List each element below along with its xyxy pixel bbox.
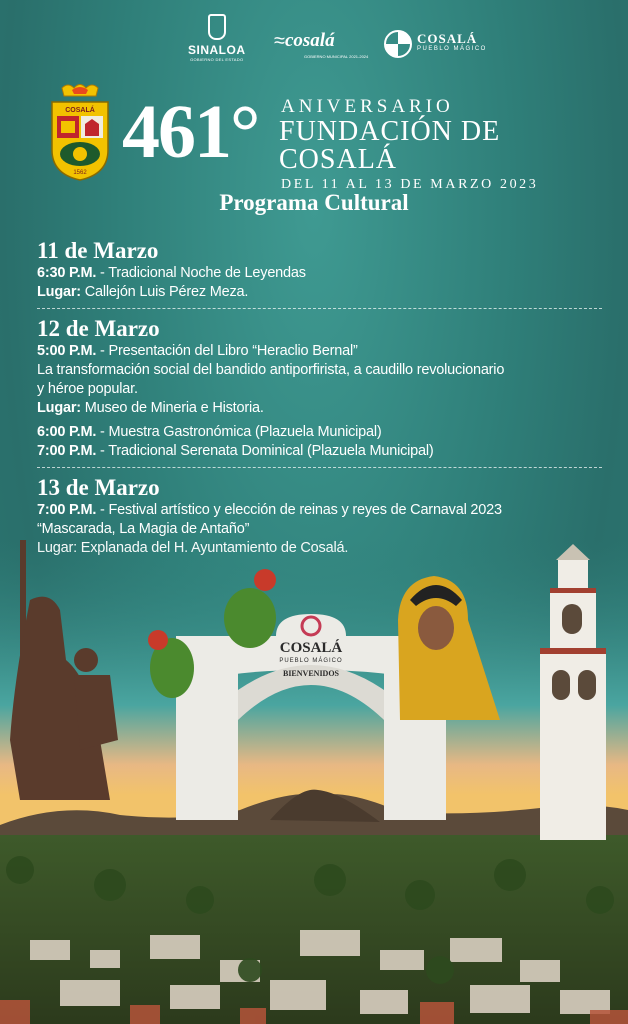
event-text: - Festival artístico y elección de reinas y reyes de Carnaval 2023 bbox=[96, 502, 502, 518]
arch-welcome: BIENVENIDOS bbox=[282, 669, 340, 678]
cosala-government-logo bbox=[274, 30, 369, 59]
cosala-government-logo-text: cosalá bbox=[284, 30, 335, 51]
wing-icon: ≈ bbox=[274, 30, 285, 52]
day-title: 11 de Marzo bbox=[37, 238, 159, 263]
day-block-11 bbox=[37, 237, 602, 302]
town-illustration bbox=[0, 540, 628, 1024]
divider bbox=[37, 308, 602, 309]
day-block-12 bbox=[37, 315, 602, 461]
schedule bbox=[37, 237, 602, 558]
event-text: - Muestra Gastronómica (Plazuela Municipal) bbox=[96, 424, 382, 440]
event-line bbox=[37, 361, 602, 380]
town-scene bbox=[0, 540, 628, 1024]
pueblo-magico-logo bbox=[384, 30, 487, 58]
day-title: 12 de Marzo bbox=[37, 316, 160, 341]
event-text: - Presentación del Libro “Heraclio Bernal” bbox=[96, 343, 358, 359]
event-line bbox=[37, 264, 602, 283]
event-time: 5:00 P.M. bbox=[37, 343, 97, 359]
event-line bbox=[37, 342, 602, 361]
arch-title: COSALÁ bbox=[279, 640, 343, 656]
cosala-government-logo-sub: GOBIERNO MUNICIPAL 2021-2024 bbox=[304, 54, 369, 59]
divider bbox=[37, 467, 602, 468]
event-line bbox=[37, 283, 602, 302]
pueblo-magico-logo-sub: PUEBLO MÁGICO bbox=[417, 46, 487, 52]
event-text: - Tradicional Serenata Dominical (Plazuela Municipal) bbox=[96, 443, 434, 459]
day-title: 13 de Marzo bbox=[37, 475, 160, 500]
event-text: Museo de Mineria e Historia. bbox=[80, 400, 264, 416]
title-foundation: FUNDACIÓN DE COSALÁ bbox=[279, 116, 501, 175]
arch-subtitle: PUEBLO MÁGICO bbox=[279, 658, 343, 664]
shield-year: 1562 bbox=[73, 170, 87, 176]
event-line bbox=[37, 380, 602, 399]
event-text: - Tradicional Noche de Leyendas bbox=[96, 265, 306, 281]
title-dates: DEL 11 AL 13 DE MARZO 2023 bbox=[281, 177, 539, 192]
sinaloa-logo bbox=[188, 14, 246, 62]
sinaloa-logo-text: SINALOA bbox=[188, 43, 246, 57]
header-logos bbox=[0, 14, 628, 70]
cosala-coat-of-arms-icon bbox=[48, 82, 112, 182]
anniversary-number: 461° bbox=[122, 90, 259, 174]
swirl-icon bbox=[384, 30, 412, 58]
event-venue-label: Lugar: bbox=[37, 400, 81, 416]
shield-top-text: COSALÁ bbox=[65, 107, 95, 114]
event-line bbox=[37, 520, 602, 539]
event-line bbox=[37, 442, 602, 461]
event-text: Callejón Luis Pérez Meza. bbox=[80, 284, 249, 300]
event-text: “Mascarada, La Magia de Antaño” bbox=[37, 521, 250, 537]
event-time: 6:00 P.M. bbox=[37, 424, 97, 440]
pueblo-magico-logo-text: COSALÁ bbox=[417, 31, 478, 46]
event-text: La transformación social del bandido antiporfirista, a caudillo revolucionario bbox=[37, 362, 505, 378]
event-time: 7:00 P.M. bbox=[37, 502, 97, 518]
event-line bbox=[37, 423, 602, 442]
event-line bbox=[37, 501, 602, 520]
program-title: Programa Cultural bbox=[219, 190, 409, 215]
title-block bbox=[281, 96, 611, 196]
sinaloa-emblem-icon bbox=[208, 14, 226, 40]
event-time: 7:00 P.M. bbox=[37, 443, 97, 459]
sinaloa-logo-sub: GOBIERNO DEL ESTADO bbox=[190, 57, 244, 62]
event-venue-label: Lugar: bbox=[37, 284, 81, 300]
event-time: 6:30 P.M. bbox=[37, 265, 97, 281]
title-anniversary: ANIVERSARIO bbox=[281, 96, 454, 117]
event-line bbox=[37, 399, 602, 418]
event-text: y héroe popular. bbox=[37, 381, 138, 397]
